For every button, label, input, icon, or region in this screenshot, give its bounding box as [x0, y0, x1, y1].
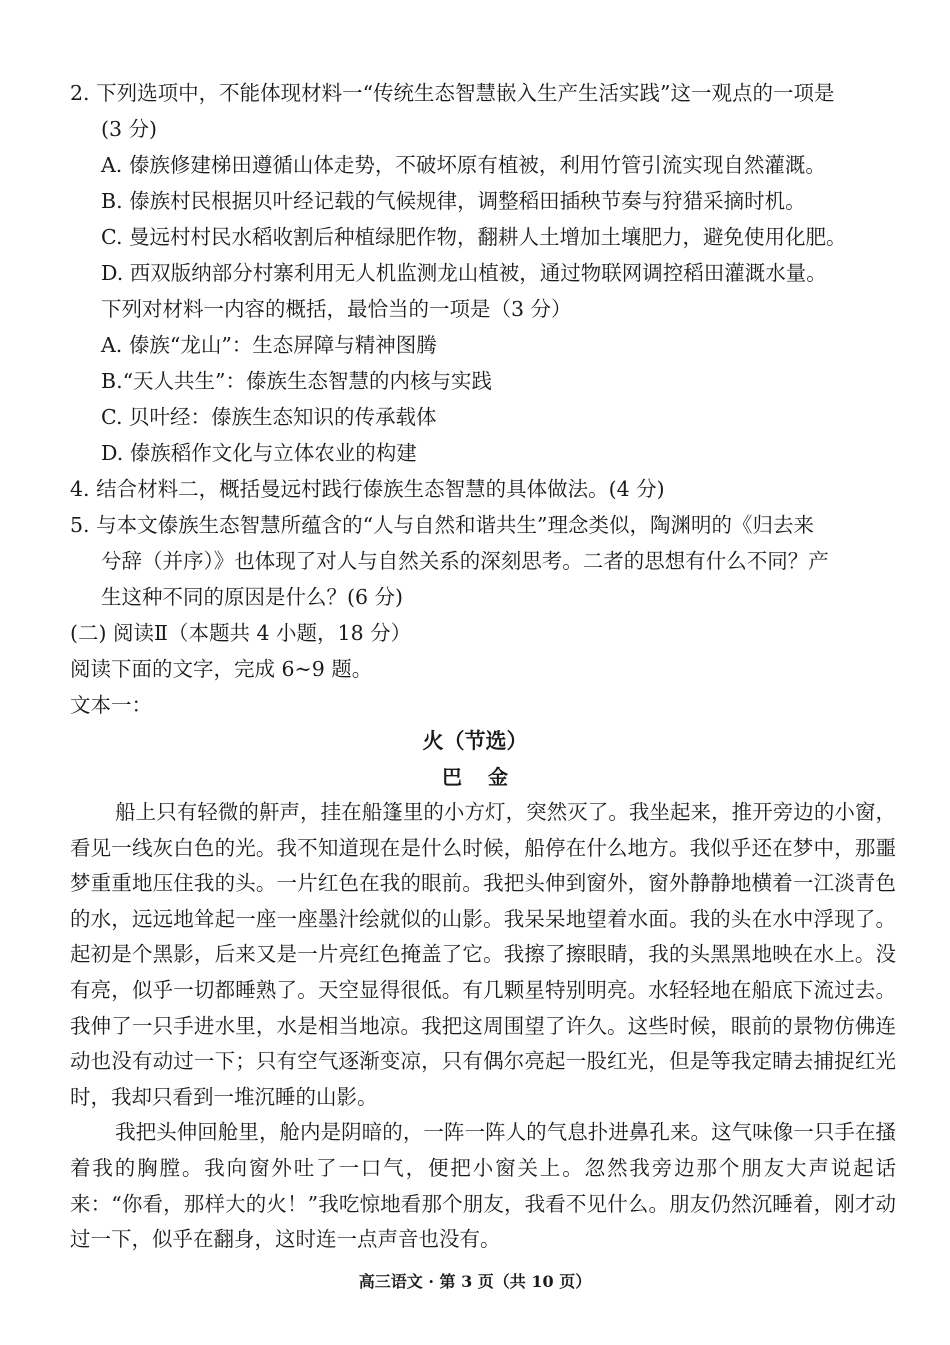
article-body	[70, 795, 896, 1258]
article-title: 火（节选）	[422, 729, 528, 753]
section-heading: (二) 阅读Ⅱ（本题共 4 小题，18 分）	[70, 621, 412, 645]
q5-stem-line3: 生这种不同的原因是什么？(6 分)	[101, 585, 404, 609]
q2-option-a: A. 傣族修建梯田遵循山体走势，不破坏原有植被，利用竹管引流实现自然灌溉。	[101, 153, 826, 177]
q3-option-b: B.“天人共生”：傣族生态智慧的内核与实践	[101, 369, 493, 393]
q5-stem-line1: 5. 与本文傣族生态智慧所蕴含的“人与自然和谐共生”理念类似，陶渊明的《归去来	[70, 513, 815, 537]
q4-stem: 4. 结合材料二，概括曼远村践行傣族生态智慧的具体做法。(4 分)	[70, 477, 665, 501]
q3-option-c: C. 贝叶经：傣族生态知识的传承载体	[101, 405, 437, 429]
q5-stem-line2: 兮辞（并序）》也体现了对人与自然关系的深刻思考。二者的思想有什么不同？产	[101, 549, 829, 573]
article-author: 巴金	[442, 765, 534, 789]
q3-option-d: D. 傣族稻作文化与立体农业的构建	[101, 441, 417, 465]
q2-option-d: D. 西双版纳部分村寨利用无人机监测龙山植被，通过物联网调控稻田灌溉水量。	[101, 261, 827, 285]
q2-score: (3 分)	[101, 117, 158, 141]
q2-stem: 2. 下列选项中，不能体现材料一“传统生态智慧嵌入生产生活实践”这一观点的一项是	[70, 81, 835, 105]
q3-option-a: A. 傣族“龙山”：生态屏障与精神图腾	[101, 333, 437, 357]
section-instruction: 阅读下面的文字，完成 6~9 题。	[70, 657, 373, 681]
q2-option-c: C. 曼远村村民水稻收割后种植绿肥作物，翻耕人土增加土壤肥力，避免使用化肥。	[101, 225, 847, 249]
q3-stem: 下列对材料一内容的概括，最恰当的一项是（3 分）	[101, 297, 572, 321]
page-footer: 高三语文 · 第 3 页（共 10 页）	[358, 1272, 592, 1291]
text-label: 文本一：	[70, 693, 152, 717]
q2-option-b: B. 傣族村民根据贝叶经记载的气候规律，调整稻田插秧节奏与狩猎采摘时机。	[101, 189, 806, 213]
article-paragraph: 船上只有轻微的鼾声，挂在船篷里的小方灯，突然灭了。我坐起来，推开旁边的小窗，看见一线灰白色的光。我不知道现在是什么时候，船停在什么地方。我似乎还在梦中，那噩梦重重地压住我的头。一片红色在我的眼前。我把头伸到窗外，窗外静静地横着一江淡青色的水，远远地耸起一座一座墨汁绘就似的山影。我呆呆地望着水面。我的头在水中浮现了。起初是个黑影，后来又是一片亮红色掩盖了它。我擦了擦眼睛，我的头黑黑地映在水上。没有亮，似乎一切都睡熟了。天空显得很低。有几颗星特别明亮。水轻轻地在船底下流过去。我伸了一只手进水里，水是相当地凉。我把这周围望了许久。这些时候，眼前的景物仿佛连动也没有动过一下；只有空气逐渐变凉，只有偶尔亮起一股红光，但是等我定睛去捕捉红光时，我却只看到一堆沉睡的山影。	[70, 800, 896, 1109]
article-paragraph: 我把头伸回舱里，舱内是阴暗的，一阵一阵人的气息扑进鼻孔来。这气味像一只手在搔着我的胸膛。我向窗外吐了一口气，便把小窗关上。忽然我旁边那个朋友大声说起话来：“你看，那样大的火！”我吃惊地看那个朋友，我看不见什么。朋友仍然沉睡着，刚才动过一下，似乎在翻身，这时连一点声音也没有。	[70, 1120, 896, 1252]
